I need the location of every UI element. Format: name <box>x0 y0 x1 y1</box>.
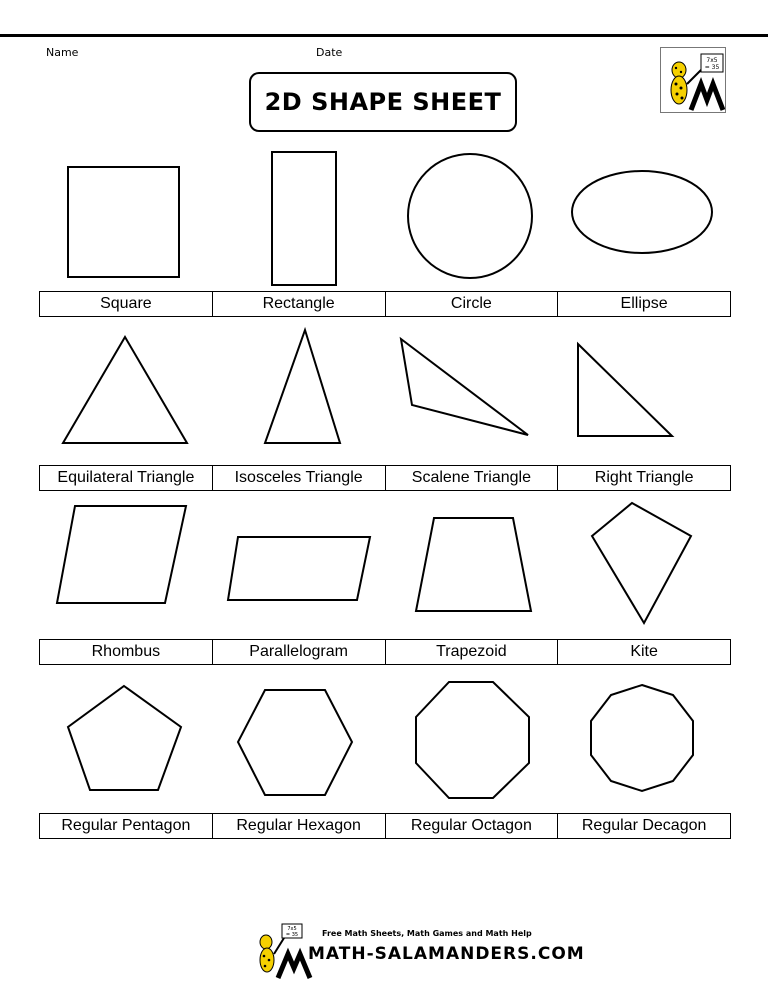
label-right-triangle: Right Triangle <box>557 466 730 490</box>
logo-badge-text-1: 7x5 <box>706 57 718 64</box>
footer-badge-text-2: = 35 <box>285 932 299 938</box>
regular-pentagon-shape <box>68 686 181 790</box>
label-regular-hexagon: Regular Hexagon <box>212 814 385 838</box>
circle-shape <box>408 154 532 278</box>
label-isosceles-triangle: Isosceles Triangle <box>212 466 385 490</box>
regular-decagon-shape <box>591 685 693 791</box>
label-regular-octagon: Regular Octagon <box>385 814 558 838</box>
isosceles-triangle-shape <box>265 330 340 443</box>
logo-badge-text-2: = 35 <box>704 64 720 71</box>
footer-site-name: MATH-SALAMANDERS.COM <box>308 944 585 964</box>
label-kite: Kite <box>557 640 730 664</box>
rectangle-shape <box>272 152 336 285</box>
label-ellipse: Ellipse <box>557 292 730 316</box>
label-row-1 <box>39 291 731 317</box>
date-label: Date <box>316 46 343 59</box>
label-row-4 <box>39 813 731 839</box>
label-regular-decagon: Regular Decagon <box>557 814 730 838</box>
label-circle: Circle <box>385 292 558 316</box>
right-triangle-shape <box>578 344 672 436</box>
scalene-triangle-shape <box>401 339 528 435</box>
label-rectangle: Rectangle <box>212 292 385 316</box>
label-scalene-triangle: Scalene Triangle <box>385 466 558 490</box>
label-parallelogram: Parallelogram <box>212 640 385 664</box>
page-title: 2D SHAPE SHEET <box>264 88 502 116</box>
regular-hexagon-shape <box>238 690 352 795</box>
label-equilateral-triangle: Equilateral Triangle <box>57 469 195 486</box>
rhombus-shape <box>57 506 186 603</box>
label-row-3 <box>39 639 731 665</box>
label-rhombus: Rhombus <box>91 643 161 660</box>
ellipse-shape <box>572 171 712 253</box>
parallelogram-shape <box>228 537 370 600</box>
trapezoid-shape <box>416 518 531 611</box>
label-regular-pentagon: Regular Pentagon <box>61 817 191 834</box>
footer-tagline: Free Math Sheets, Math Games and Math Help <box>322 929 532 938</box>
equilateral-triangle-shape <box>63 337 187 443</box>
label-square: Square <box>100 295 152 312</box>
label-row-2 <box>39 465 731 491</box>
footer-badge-text-1: 7x5 <box>287 926 297 932</box>
label-trapezoid: Trapezoid <box>385 640 558 664</box>
name-label: Name <box>46 46 79 59</box>
square-shape <box>68 167 179 277</box>
kite-shape <box>592 503 691 623</box>
regular-octagon-shape <box>416 682 529 798</box>
